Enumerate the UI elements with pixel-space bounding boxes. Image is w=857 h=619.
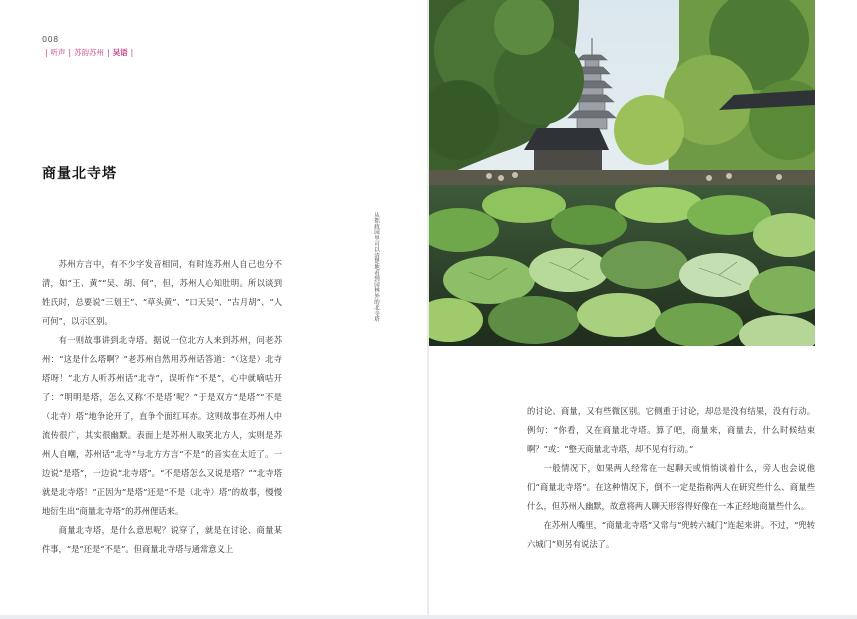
breadcrumb-item-active: 吴语: [112, 48, 128, 57]
photo-caption: 从拙政园里可以清楚地看到园林外的北寺塔: [373, 212, 379, 323]
breadcrumb: | 听声 | 苏韵苏州 | 吴语 |: [45, 48, 134, 57]
paragraph-continued: 的讨论、商量，又有些微区别。它侧重于讨论，却总是没有结果，没有行动。例句：“你看，又在商量北寺塔。算了吧，商量来，商量去，什么时候结束啊？”或：“整天商量北寺塔，却不见有行动。”: [527, 406, 815, 454]
right-page: [429, 0, 857, 615]
paragraph: 一般情况下，如果两人经常在一起聊天或悄悄谈着什么，旁人也会说他们“商量北寺塔”。在这种情况下，倒不一定是指称两人在研究些什么、商量些什么，但苏州人幽默，故意将两人聊天形容得好像在一本正经地商量些什么。: [527, 463, 815, 511]
lotus-garden-photo: [429, 0, 815, 346]
page-number: 008: [42, 35, 59, 44]
breadcrumb-item: 苏韵苏州: [74, 48, 105, 57]
breadcrumb-item: 听声: [50, 48, 66, 57]
article-title: 商量北寺塔: [42, 166, 117, 182]
paragraph: 苏州方言中，有不少字发音相同，有时连苏州人自己也分不清，如“王、黄”“吴、胡、何”，但，苏州人心知肚明。所以谈到姓氏时，总要说“三划王”、“草头黄”、“口天吴”、“古月胡”、“人可何”，以示区别。: [42, 259, 282, 326]
paragraph: 在苏州人嘴里，“商量北寺塔”又常与“兜转六城门”连起来讲。不过，“兜转六城门”则另有说法了。: [527, 520, 815, 549]
article-body-right: [527, 402, 815, 554]
paragraph: 商量北寺塔，是什么意思呢？说穿了，就是在讨论、商量某件事，“是”还是“不是”。但商量北寺塔与通常意义上: [42, 525, 282, 554]
left-page: [0, 0, 429, 615]
paragraph: 有一则故事讲到北寺塔。据说一位北方人来到苏州，问老苏州：“这是什么塔啊？”老苏州自然用苏州话答道：“（这是）北寺塔呀！”北方人听苏州话“北寺”，误听作“不是”，心中就嘀咕开了：“明明是塔，怎么又称‘不是塔’呢？”于是双方“是塔”“不是（北寺）塔”地争论开了，直争个面红耳赤。这则故事在苏州人中流传很广，其实很幽默。表面上是苏州人取笑北方人，实则是苏州人自嘲，苏州话“北寺”与北方方言“不是”的音实在太近了。一边说“是塔”，一边说“北寺塔”。“不是塔怎么又说是塔？”“北寺塔就是北寺塔！”正因为“是塔”还是“不是（北寺）塔”的故事，慢慢地衍生出“商量北寺塔”的苏州俚话来。: [42, 335, 282, 516]
article-body-left: [42, 255, 282, 559]
